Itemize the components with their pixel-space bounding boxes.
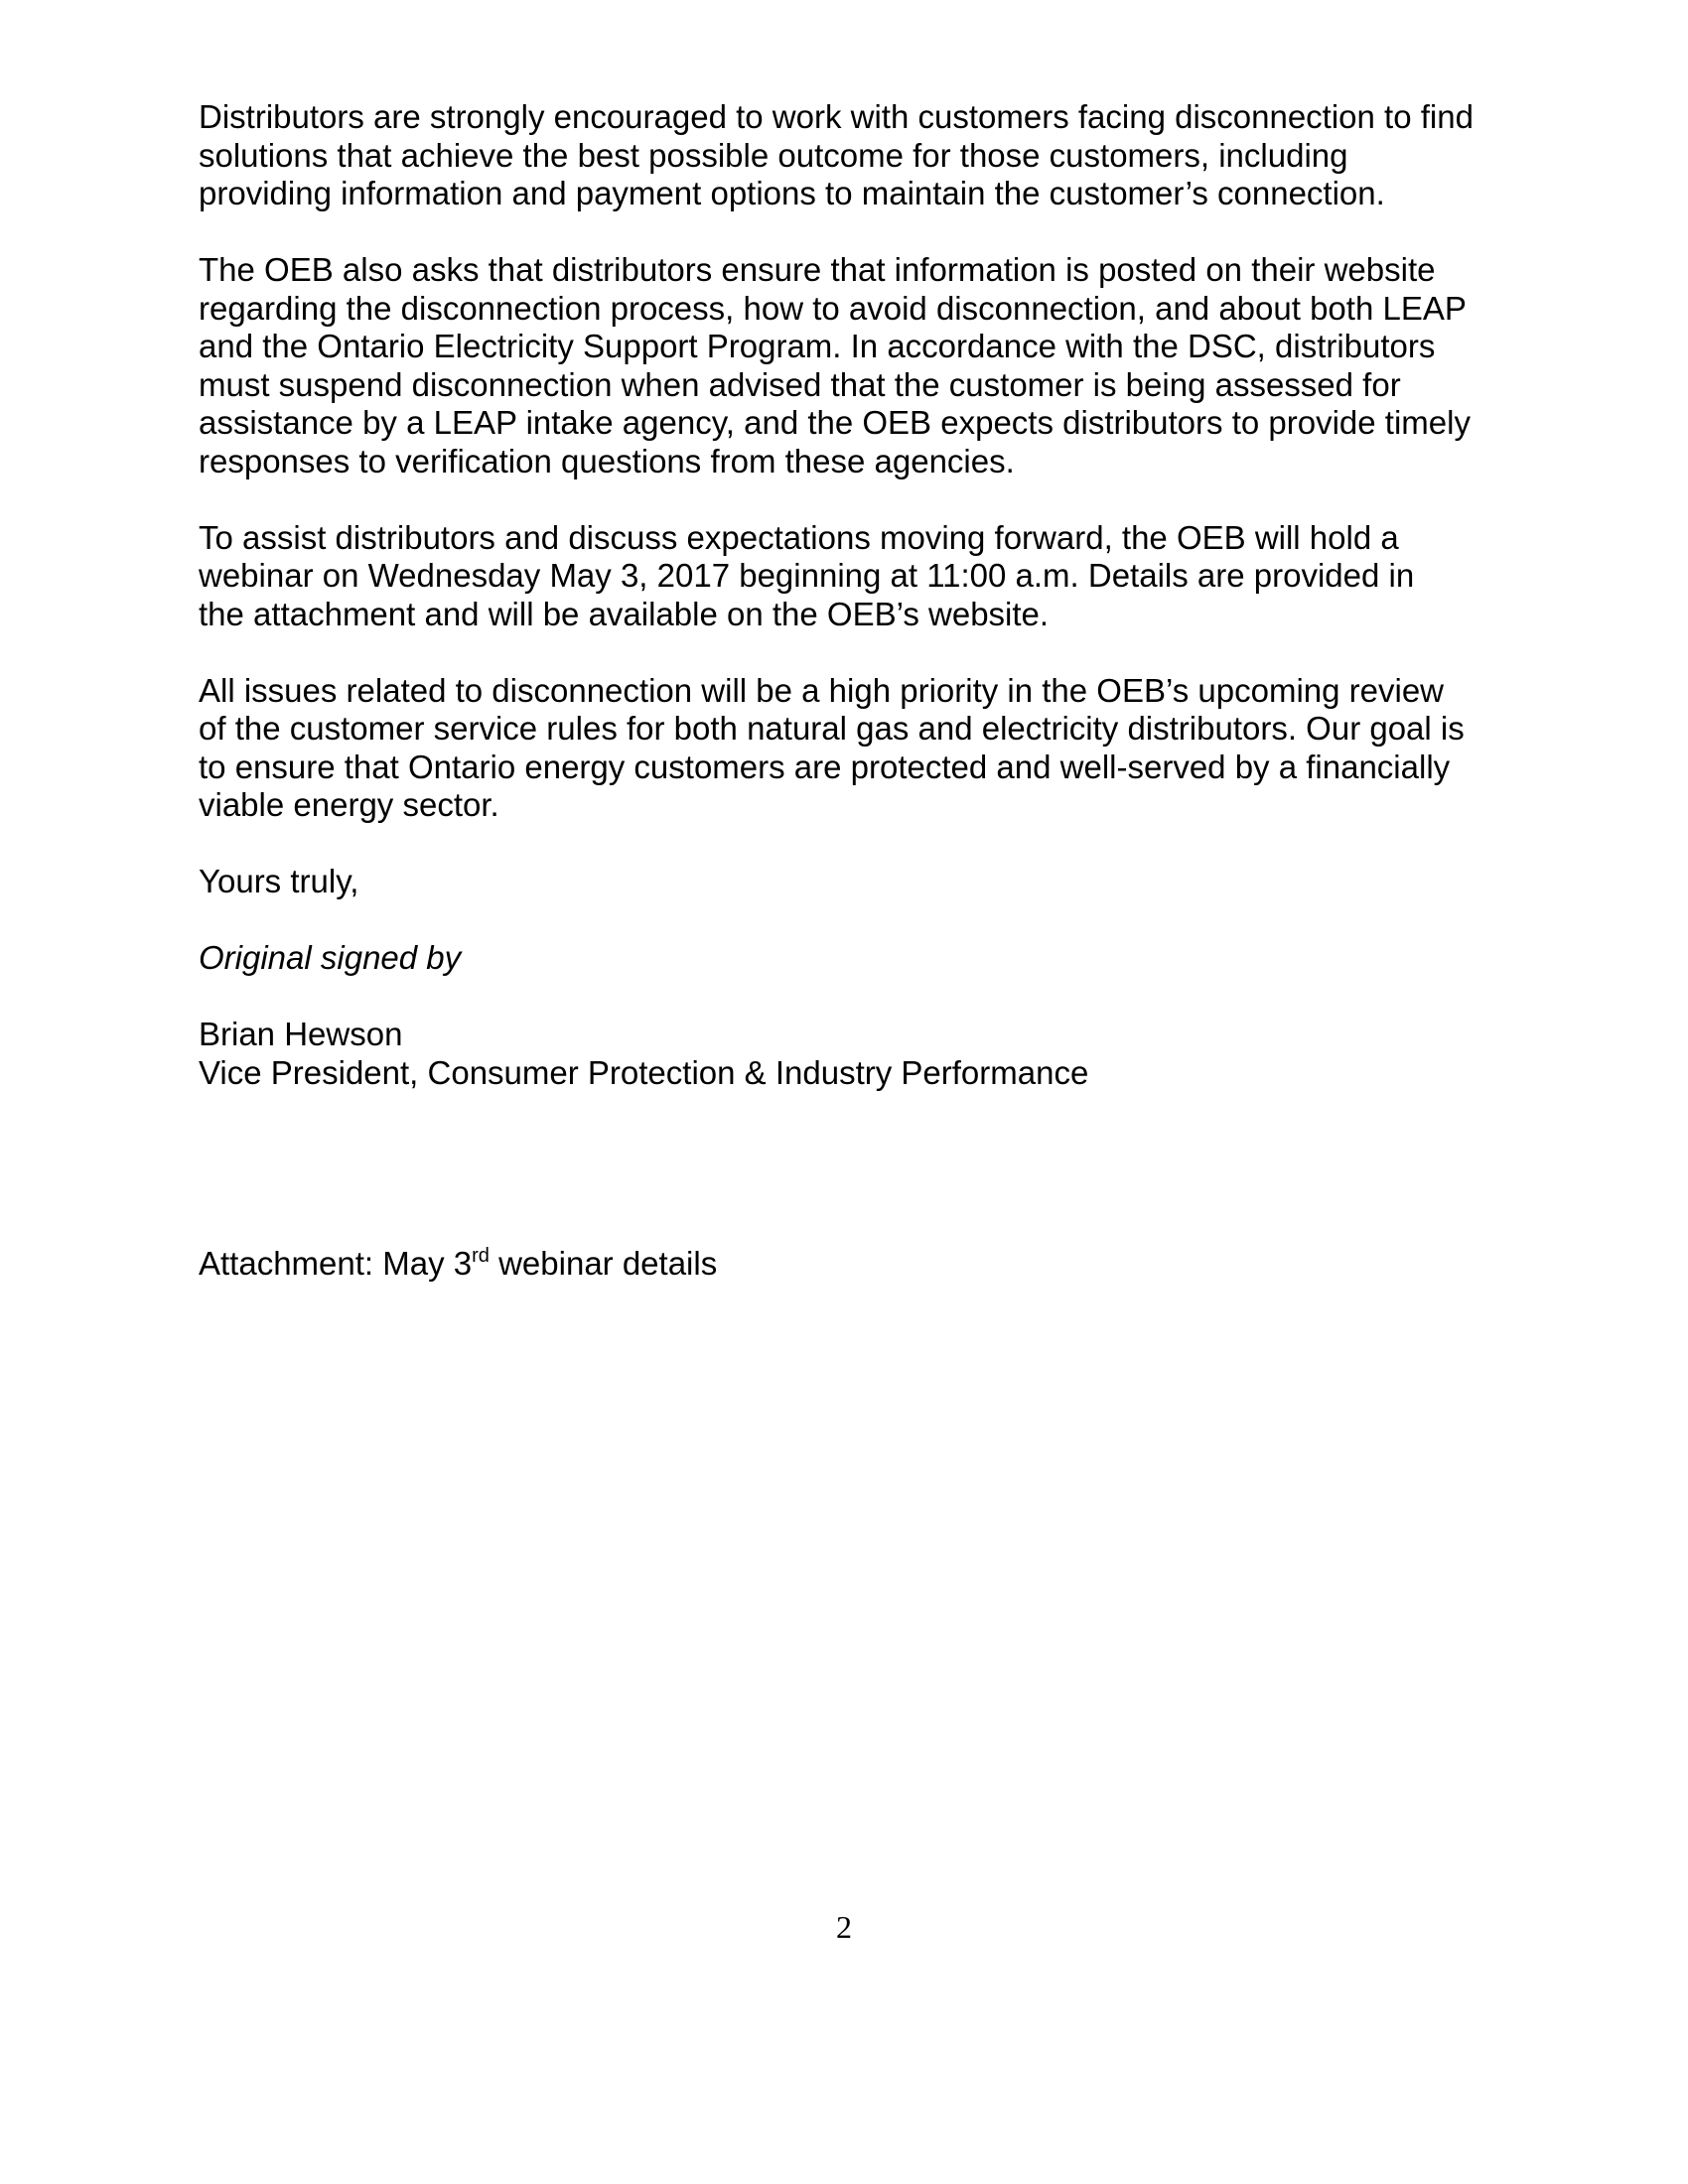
text-line: and the Ontario Electricity Support Program. In accordance with the DSC, distributors bbox=[199, 328, 1436, 364]
signatory-title: Vice President, Consumer Protection & Industry Performance bbox=[199, 1053, 1089, 1091]
attachment-text bbox=[199, 1245, 1519, 1284]
text-line: must suspend disconnection when advised that the customer is being assessed for bbox=[199, 365, 1401, 403]
signed-note-text: Original signed by bbox=[199, 939, 462, 976]
paragraph-webinar bbox=[199, 519, 1519, 634]
text-line: The OEB also asks that distributors ensure that information is posted on their website bbox=[199, 251, 1436, 288]
text-line: assistance by a LEAP intake agency, and the OEB expects distributors to provide timely bbox=[199, 404, 1471, 441]
signed-note bbox=[199, 939, 1519, 978]
text-line: All issues related to disconnection will be a high priority in the OEB’s upcoming review bbox=[199, 671, 1445, 709]
attachment-ordinal-superscript: rd bbox=[472, 1244, 490, 1267]
text-line: viable energy sector. bbox=[199, 786, 499, 823]
letter-body bbox=[199, 98, 1519, 1321]
text-line: to ensure that Ontario energy customers are protected and well-served by a financially bbox=[199, 748, 1451, 785]
closing-salutation bbox=[199, 863, 1519, 901]
text-line: webinar on Wednesday May 3, 2017 beginning at 11:00 a.m. Details are provided in bbox=[199, 557, 1415, 594]
text-line: regarding the disconnection process, how to avoid disconnection, and about both LEAP bbox=[199, 289, 1467, 327]
signature-attachment-spacer bbox=[199, 1131, 1519, 1245]
attachment-prefix: Attachment: May 3 bbox=[199, 1244, 473, 1282]
text-line: Distributors are strongly encouraged to work with customers facing disconnection to find bbox=[199, 98, 1474, 135]
closing-text: Yours truly, bbox=[199, 863, 359, 899]
attachment-suffix: webinar details bbox=[489, 1244, 718, 1282]
text-line: To assist distributors and discuss expectations moving forward, the OEB will hold a bbox=[199, 518, 1399, 556]
text-line: of the customer service rules for both natural gas and electricity distributors. Our goal is bbox=[199, 710, 1465, 747]
page-number: 2 bbox=[836, 1909, 852, 1945]
paragraph-customer-service-review bbox=[199, 672, 1519, 825]
text-line: responses to verification questions from these agencies. bbox=[199, 442, 1015, 479]
text-line: solutions that achieve the best possible outcome for those customers, including bbox=[199, 136, 1348, 174]
signature-block bbox=[199, 1016, 1519, 1092]
attachment-line bbox=[199, 1245, 1519, 1284]
text-line: providing information and payment options to maintain the customer’s connection. bbox=[199, 175, 1385, 211]
paragraph-website-information bbox=[199, 251, 1519, 480]
paragraph-disconnection-support bbox=[199, 98, 1519, 213]
signatory-name: Brian Hewson bbox=[199, 1016, 403, 1052]
text-line: the attachment and will be available on the OEB’s website. bbox=[199, 595, 1050, 632]
